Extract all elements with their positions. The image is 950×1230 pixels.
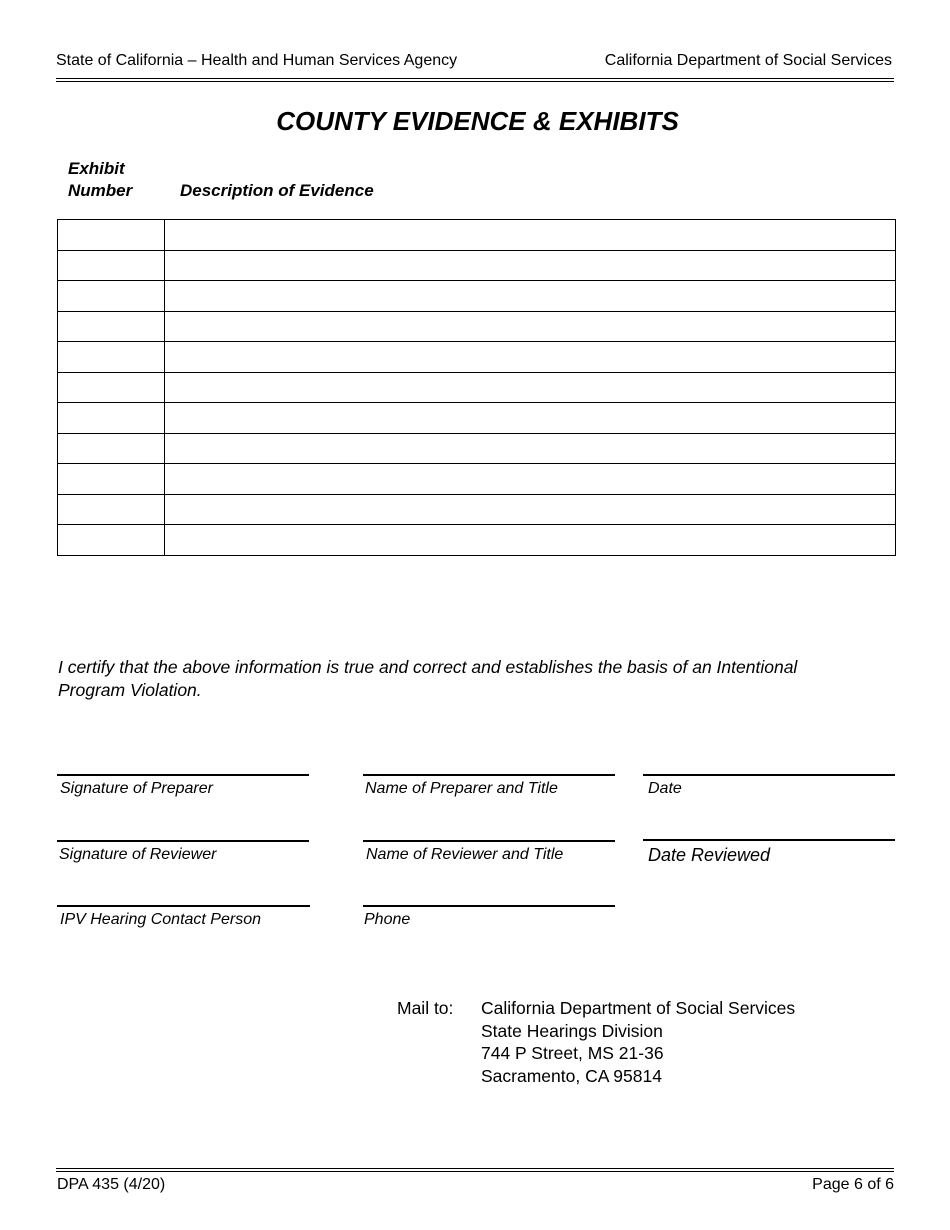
exhibit-number-heading xyxy=(68,158,132,202)
exhibit-heading-line2: Number xyxy=(68,181,133,200)
reviewer-name-line[interactable] xyxy=(363,840,615,842)
page-number: Page 6 of 6 xyxy=(812,1176,894,1193)
contact-person-label: IPV Hearing Contact Person xyxy=(60,911,261,928)
reviewer-date-label: Date Reviewed xyxy=(648,845,771,865)
exhibit-number-cell[interactable] xyxy=(58,494,165,525)
description-cell[interactable] xyxy=(165,494,896,525)
description-cell[interactable] xyxy=(165,464,896,495)
description-cell[interactable] xyxy=(165,281,896,312)
header-rule-top xyxy=(56,78,894,79)
table-row xyxy=(58,464,896,495)
exhibit-number-cell[interactable] xyxy=(58,433,165,464)
description-heading: Description of Evidence xyxy=(180,181,374,200)
table-row xyxy=(58,372,896,403)
description-cell[interactable] xyxy=(165,372,896,403)
reviewer-signature-label: Signature of Reviewer xyxy=(59,846,217,863)
table-row xyxy=(58,433,896,464)
exhibit-number-cell[interactable] xyxy=(58,311,165,342)
exhibit-number-cell[interactable] xyxy=(58,464,165,495)
contact-phone-label: Phone xyxy=(364,911,411,928)
description-cell[interactable] xyxy=(165,433,896,464)
reviewer-signature-line[interactable] xyxy=(57,840,309,842)
description-cell[interactable] xyxy=(165,220,896,251)
exhibit-number-cell[interactable] xyxy=(58,342,165,373)
table-row xyxy=(58,494,896,525)
preparer-name-label: Name of Preparer and Title xyxy=(365,780,558,797)
footer-rule-top xyxy=(56,1168,894,1169)
contact-phone-line[interactable] xyxy=(363,905,615,907)
table-row xyxy=(58,281,896,312)
evidence-table xyxy=(57,219,896,556)
form-number: DPA 435 (4/20) xyxy=(57,1176,166,1193)
table-row xyxy=(58,311,896,342)
table-row xyxy=(58,250,896,281)
mail-address-line4: Sacramento, CA 95814 xyxy=(481,1065,662,1086)
exhibit-number-cell[interactable] xyxy=(58,281,165,312)
mailing-address xyxy=(481,997,795,1087)
reviewer-date-line[interactable] xyxy=(643,839,895,841)
department-name: California Department of Social Services xyxy=(604,52,892,69)
exhibit-number-cell[interactable] xyxy=(58,250,165,281)
mail-address-line2: State Hearings Division xyxy=(481,1020,663,1041)
description-cell[interactable] xyxy=(165,525,896,556)
certification-statement: I certify that the above information is true and correct and establishes the basis of an Intentional Program Violation. xyxy=(58,657,798,700)
table-row xyxy=(58,403,896,434)
header-rule-bottom xyxy=(56,81,894,82)
preparer-signature-line[interactable] xyxy=(57,774,309,776)
exhibit-number-cell[interactable] xyxy=(58,372,165,403)
table-row xyxy=(58,525,896,556)
description-cell[interactable] xyxy=(165,250,896,281)
mail-to-label: Mail to: xyxy=(397,998,454,1018)
description-cell[interactable] xyxy=(165,342,896,373)
preparer-date-label: Date xyxy=(648,780,682,797)
mail-address-line1: California Department of Social Services xyxy=(481,998,796,1018)
exhibit-number-cell[interactable] xyxy=(58,403,165,434)
table-row xyxy=(58,342,896,373)
exhibit-number-cell[interactable] xyxy=(58,525,165,556)
mail-address-line3: 744 P Street, MS 21-36 xyxy=(481,1043,664,1063)
preparer-date-line[interactable] xyxy=(643,774,895,776)
preparer-signature-label: Signature of Preparer xyxy=(60,780,213,797)
exhibit-number-cell[interactable] xyxy=(58,220,165,251)
reviewer-name-label: Name of Reviewer and Title xyxy=(366,846,564,863)
agency-name: State of California – Health and Human Services Agency xyxy=(56,52,458,69)
exhibit-heading-line1: Exhibit xyxy=(68,159,125,178)
footer-rule-bottom xyxy=(56,1171,894,1172)
table-row xyxy=(58,220,896,251)
description-cell[interactable] xyxy=(165,311,896,342)
contact-person-line[interactable] xyxy=(57,905,310,907)
description-cell[interactable] xyxy=(165,403,896,434)
page-title: COUNTY EVIDENCE & EXHIBITS xyxy=(276,106,679,136)
preparer-name-line[interactable] xyxy=(363,774,615,776)
